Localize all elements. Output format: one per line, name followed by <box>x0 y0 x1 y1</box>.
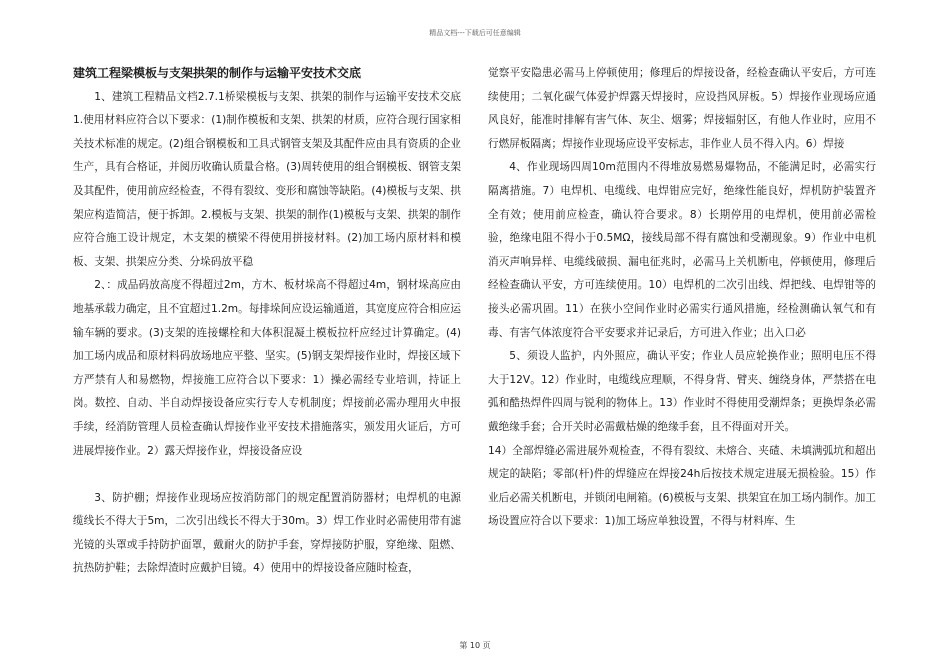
left-column <box>73 62 461 581</box>
paragraph-5: 5、须设人监护，内外照应，确认平安；作业人员应轮换作业；照明电压不得大于12V。12）作业时，电缆线应理顺，不得身背、臂夹、缠绕身体，严禁搭在电弧和酷热焊件四周与锐利的物体上。13）作业时不得使用受潮焊条；更换焊条必需戴绝缘手套；合开关时必需戴枯燥的绝缘手套，且不得面对开关。 <box>488 350 876 433</box>
paragraph-3: 3、防护棚；焊接作业现场应按消防部门的规定配置消防器材；电焊机的电源缆线长不得大于5m，二次引出线长不得大于30m。3）焊工作业时必需使用带有滤光镜的头罩或手持防护面罩，戴耐火的防护手套，穿焊接防护服，穿绝缘、阻燃、抗热防护鞋；去除焊渣时应戴护目镜。4）使用中的焊接设备应随时检查， <box>73 491 461 575</box>
page-number: 第 10 页 <box>459 641 491 650</box>
document-title: 建筑工程梁模板与支架拱架的制作与运输平安技术交底 <box>73 66 362 80</box>
paragraph-2: 2、：成品码放高度不得超过2m，方木、板材垛高不得超过4m，钢材垛高应由地基承载力确定，且不宜超过1.2m。每排垛间应设运输通道，其宽度应符合相应运输车辆的要求。(3)支架的连接螺栓和大体积混凝土模板拉杆应经过计算确定。(4)加工场内成品和原材料码放场地应平整、坚实。(5)钢支架焊接作业时，焊接区域下方严禁有人和易燃物，焊接施工应符合以下要求：1）操必需经专业培训，持证上岗。数控、自动、半自动焊接设备应实行专人专机制度；焊接前必需办理用火申报手续，经消防管理人员检查确认焊接作业平安技术措施落实，颁发用火证后，方可进展焊接作业。2）露天焊接作业，焊接设备应设 <box>73 279 461 457</box>
right-column <box>488 62 876 534</box>
paragraph-6: 14）全部焊缝必需进展外观检查，不得有裂纹、未熔合、夹碴、未填满弧坑和超出规定的缺陷；零部(杆)件的焊缝应在焊接24h后按技术规定进展无损检验。15）作业后必需关机断电，并锁闭电闸箱。(6)模板与支架、拱架宜在加工场内制作。加工场设置应符合以下要求：1)加工场应单独设置，不得与材料库、生 <box>488 444 876 528</box>
paragraph-1: 1、建筑工程精品文档2.7.1桥梁模板与支架、拱架的制作与运输平安技术交底1.使用材料应符合以下要求：(1)制作模板和支架、拱架的材质，应符合现行国家相关技术标准的规定。(2)组合钢模板和工具式钢管支架及其配件应由具有资质的企业生产，具有合格证，并阅历收确认质量合格。(3)周转使用的组合钢模板、钢管支架及其配件，使用前应经检查，不得有裂纹、变形和腐蚀等缺陷。(4)模板与支架、拱架应构造简洁，便于拆卸。2.模板与支架、拱架的制作(1)模板与支架、拱架的制作应符合施工设计规定，木支架的横梁不得使用拼接材料。(2)加工场内原材料和模板、支架、拱架应分类、分垛码放平稳 <box>73 90 461 268</box>
paragraph-gap <box>73 463 461 487</box>
paragraph-continued: 觉察平安隐患必需马上停顿使用；修理后的焊接设备，经检查确认平安后，方可连续使用；二氧化碳气体爱护焊露天焊接时，应设挡风屏板。5）焊接作业现场应通风良好，能准时排解有害气体、灰尘、烟雾；焊接辐射区，有他人作业时，应用不行燃屏板隔离；焊接作业现场应设平安标志，非作业人员不得入内。6）焊接 <box>488 67 876 150</box>
paragraph-4: 4、作业现场四周10m范围内不得堆放易燃易爆物品，不能满足时，必需实行隔离措施。7）电焊机、电缆线、电焊钳应完好，绝缘性能良好，焊机防护装置齐全有效；使用前应检查，确认符合要求。8）长期停用的电焊机，使用前必需检验，绝缘电阻不得小于0.5MΩ，接线局部不得有腐蚀和受潮现象。9）作业中电机消灭声响异样、电缆线破损、漏电征兆时，必需马上关机断电，停顿使用，修理后经检查确认平安，方可连续使用。10）电焊机的二次引出线、焊把线、电焊钳等的接头必需巩固。11）在狭小空间作业时必需实行通风措施，经检测确认氧气和有毒、有害气体浓度符合平安要求并记录后，方可进入作业；出入口必 <box>488 161 876 339</box>
page-header: 精品文档---下载后可任意编辑 <box>429 29 521 37</box>
